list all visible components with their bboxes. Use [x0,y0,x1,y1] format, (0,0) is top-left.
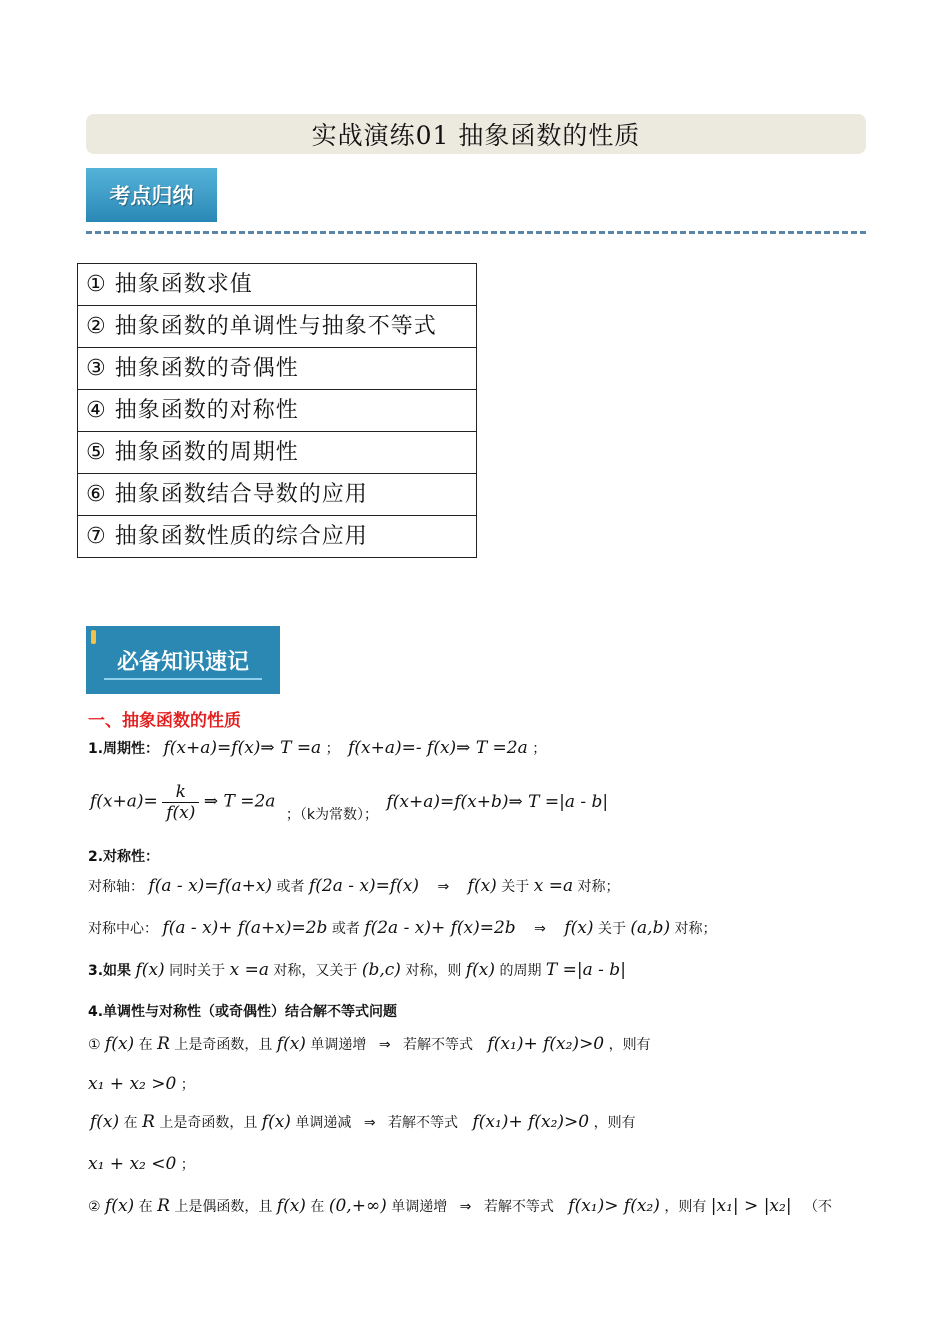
period-formula-2: f(x+a)=- f(x)⇒ T =2a [348,738,528,758]
item4-r2-t2: 上是奇函数，且 [159,1115,258,1131]
item4-r3-result: |x₁| > |x₂| [710,1196,792,1216]
item3-text-2: 对称，又关于 [273,963,358,979]
period-fraction [162,782,199,823]
item4-r1-t5: ，则有 [608,1037,651,1053]
badge-bibei [86,626,280,694]
axis-x-eq: x =a [533,876,574,896]
item3-line [88,960,626,980]
topic-item: ④ 抽象函数的对称性 [78,390,477,432]
axis-symmetric: 对称； [577,879,620,895]
item4-r3-ineq: f(x₁)> f(x₂) [568,1196,660,1216]
item4-r2-ineq: f(x₁)+ f(x₂)>0 [472,1112,590,1132]
item4-r1-t4: 若解不等式 [403,1037,474,1053]
topic-row [78,432,477,474]
item3-prefix: 3.如果 [88,963,132,979]
item4-row1 [88,1034,651,1054]
axis-formula-1: f(a - x)=f(a+x) [148,876,273,896]
item3-fx: f(x) [135,960,165,980]
item3-text-1: 同时关于 [169,963,226,979]
badge-notch [91,630,96,644]
topic-row [78,264,477,306]
period-sep-1: ； [325,741,340,757]
topic-item: ① 抽象函数求值 [78,264,477,306]
item4-r3-t3: 在 [310,1199,325,1215]
center-about: 关于 [597,921,626,937]
item4-r3-t7: （不 [804,1199,833,1215]
item4-r1-fx2: f(x) [276,1034,306,1054]
item3-xa: x =a [229,960,269,980]
center-symmetric: 对称； [674,921,717,937]
axis-arrow: ⇒ [437,879,450,895]
period-note: ；（k为常数）； [285,806,378,823]
period-formula-1: f(x+a)=f(x)⇒ T =a [163,738,322,758]
topic-row [78,348,477,390]
badge-underline [104,678,262,680]
center-fx: f(x) [564,918,594,938]
topic-item: ⑤ 抽象函数的周期性 [78,432,477,474]
item4-row1-result [88,1074,195,1094]
axis-fx: f(x) [467,876,497,896]
item3-period: T =|a - b| [545,960,626,980]
axis-about: 关于 [501,879,530,895]
item4-r1-t1: 在 [138,1037,153,1053]
item4-row3 [88,1196,832,1216]
period-sep-2: ； [532,741,547,757]
section-title: 一、抽象函数的性质 [88,711,241,731]
topic-item: ② 抽象函数的单调性与抽象不等式 [78,306,477,348]
item4-r1-result: x₁ + x₂ >0 [88,1074,177,1094]
item4-r1-t2: 上是奇函数，且 [174,1037,273,1053]
item4-r3-mark: ② [88,1199,101,1215]
center-or: 或者 [331,921,360,937]
item4-r3-R: R [157,1196,170,1216]
center-formula-1: f(a - x)+ f(a+x)=2b [162,918,328,938]
fraction-numerator: k [162,782,199,803]
topic-table [77,263,477,558]
period-line-2 [90,782,608,823]
item4-r1-fx: f(x) [105,1034,135,1054]
item4-row2-result [88,1154,195,1174]
item4-r3-interval: (0,+∞) [328,1196,387,1216]
item4-r3-t1: 在 [138,1199,153,1215]
topic-item: ③ 抽象函数的奇偶性 [78,348,477,390]
center-formula-2: f(2a - x)+ f(x)=2b [364,918,516,938]
item3-bc: (b,c) [361,960,401,980]
topic-row [78,306,477,348]
center-label: 对称中心： [88,921,158,937]
item4-r2-arrow: ⇒ [363,1115,376,1131]
item4-r2-end: ； [180,1157,195,1173]
item4-row2 [90,1112,636,1132]
period-formula-3-right: ⇒ T =2a [203,791,276,812]
item4-r2-t3: 单调递减 [295,1115,352,1131]
item4-r3-arrow: ⇒ [459,1199,472,1215]
item4-r1-mark: ① [88,1037,101,1053]
item4-r2-fx2: f(x) [261,1112,291,1132]
item4-r3-t5: 若解不等式 [483,1199,554,1215]
badge-bibei-label: 必备知识速记 [116,649,249,675]
item4-r1-R: R [157,1034,170,1054]
topic-item: ⑥ 抽象函数结合导数的应用 [78,474,477,516]
item3-text-3: 对称，则 [405,963,462,979]
axis-label: 对称轴： [88,879,144,895]
item4-r2-fx: f(x) [90,1112,120,1132]
item4-r2-R: R [142,1112,155,1132]
badge-kaodian: 考点归纳 [86,168,217,222]
item4-r2-result: x₁ + x₂ <0 [88,1154,177,1174]
item4-r3-fx2: f(x) [276,1196,306,1216]
item4-r1-ineq: f(x₁)+ f(x₂)>0 [487,1034,605,1054]
item4-label: 4.单调性与对称性（或奇偶性）结合解不等式问题 [88,1004,398,1020]
axis-or: 或者 [276,879,305,895]
center-point: (a,b) [630,918,671,938]
topic-row [78,516,477,558]
symmetry-label: 2.对称性： [88,849,160,865]
item4-r3-t2: 上是偶函数，且 [174,1199,273,1215]
item4-r1-arrow: ⇒ [378,1037,391,1053]
period-line-1 [88,738,546,758]
item3-fx2: f(x) [465,960,495,980]
item4-r3-fx: f(x) [105,1196,135,1216]
item4-r3-t4: 单调递增 [391,1199,448,1215]
period-formula-4: f(x+a)=f(x+b)⇒ T =|a - b| [386,791,609,812]
center-arrow: ⇒ [534,921,546,937]
dashed-divider [86,231,866,234]
topic-row [78,474,477,516]
item4-r2-t4: 若解不等式 [388,1115,459,1131]
period-label: 1.周期性： [88,741,160,757]
item3-text-4: 的周期 [499,963,542,979]
symmetry-axis-line [88,876,620,896]
item4-r2-t1: 在 [123,1115,138,1131]
item4-r1-end: ； [180,1077,195,1093]
symmetry-center-line [88,918,717,938]
item4-r3-t6: ，则有 [664,1199,707,1215]
axis-formula-2: f(2a - x)=f(x) [308,876,420,896]
topic-item: ⑦ 抽象函数性质的综合应用 [78,516,477,558]
topic-row [78,390,477,432]
page-title: 实战演练01 抽象函数的性质 [86,114,866,154]
fraction-denominator: f(x) [166,803,196,823]
item4-r1-t3: 单调递增 [310,1037,367,1053]
period-formula-3-left: f(x+a)= [90,791,158,812]
item4-r2-t5: ，则有 [593,1115,636,1131]
